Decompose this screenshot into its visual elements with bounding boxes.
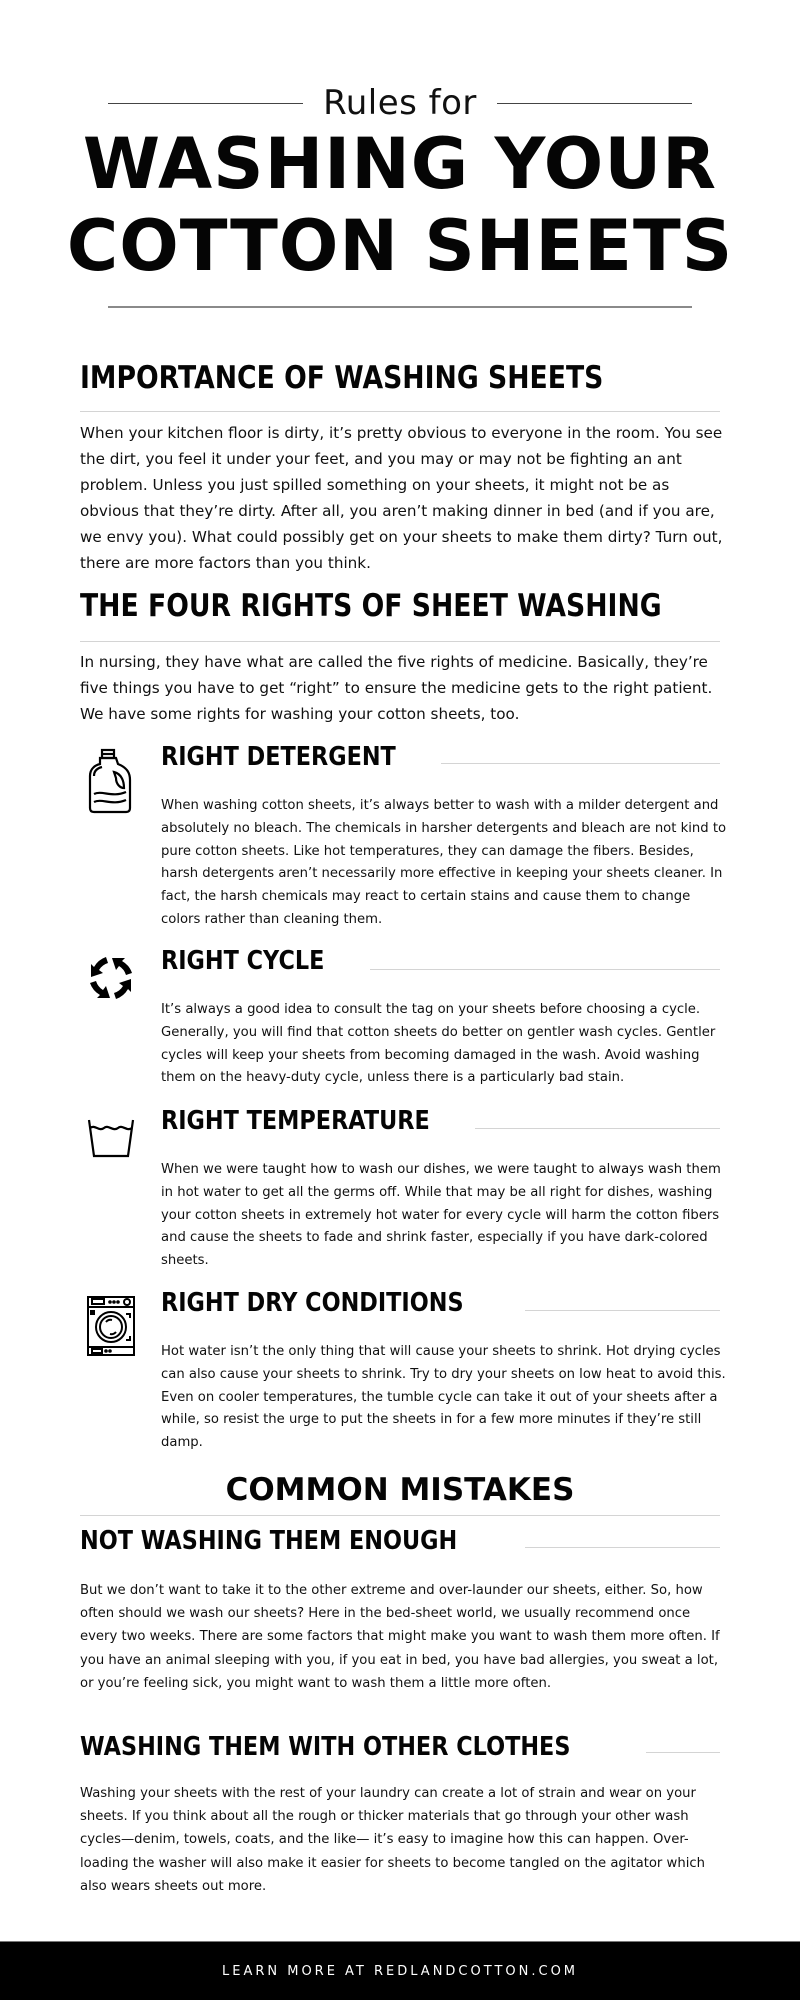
right-dry-conditions-body: Hot water isn’t the only thing that will cause your sheets to shrink. Hot drying cycles can also cause your sheets to shrink. Try to dry your sheets on low heat to avoid this. Even on cooler temperatures, the tumble cycle can take it out of your sheets after a while, so resist the urge to put the sheets in for a few more minutes if they’re still damp. [161,1344,726,1451]
title-right-rule [497,103,692,104]
footer-bar [0,1941,800,2000]
importance-body: When your kitchen floor is dirty, it’s pretty obvious to everyone in the room. You see the dirt, you feel it under your feet, and you may or may not be fighting an ant problem. Unless you just spilled something on your sheets, it might not be as obvious that they’re dirty. After all, you aren’t making dinner in bed (and if you are, we envy you). What could possibly get on your sheets to make them dirty? Turn out, there are more factors than you think. [80,424,723,572]
right-cycle-rule [370,969,720,970]
common-mistakes-heading: COMMON MISTAKES [225,1472,575,1508]
cycle-arrows-icon [86,953,136,1003]
right-cycle-body: It’s always a good idea to consult the tag on your sheets before choosing a cycle. Generally, you will find that cotton sheets do better on gentler wash cycles. Gentler cycles will keep your sheets from becoming damaged in the wash. Avoid washing them on the heavy-duty cycle, unless there is a particularly bad stain. [161,1002,716,1086]
main-title-line-1: WASHING YOUR [82,123,718,205]
wash-tub-icon [86,1118,136,1158]
not-washing-enough-body: But we don’t want to take it to the other extreme and over-launder our sheets, either. So, how often should we wash our sheets? Here in the bed-sheet world, we usually recommend once every two weeks. There are some factors that might make you want to wash them more often. If you have an animal sleeping with you, if you eat in bed, you have bad allergies, you sweat a lot, or you’re feeling sick, you might want to wash them a little more often. [80,1583,720,1691]
title-divider [108,306,692,308]
right-detergent-heading: RIGHT DETERGENT [161,742,396,772]
washing-with-other-clothes-body: Washing your sheets with the rest of your laundry can create a lot of strain and wear on your sheets. If you think about all the rough or thicker materials that go through your other wash cycles—denim, towels, coats, and the like— it’s easy to imagine how this can happen. Over-loading the washer will also make it easier for sheets to become tangled on the agitator which also wears sheets out more. [80,1786,705,1894]
right-dry-conditions-rule [525,1310,720,1311]
four-rights-heading: THE FOUR RIGHTS OF SHEET WASHING [80,588,662,624]
importance-heading: IMPORTANCE OF WASHING SHEETS [80,360,604,396]
common-mistakes-divider [80,1515,720,1516]
four-rights-intro: In nursing, they have what are called the five rights of medicine. Basically, they’re five things you have to get “right” to ensure the medicine gets to the right patient. We have some rights for washing your cotton sheets, too. [80,653,713,723]
right-temperature-heading: RIGHT TEMPERATURE [161,1106,430,1136]
main-title-line-2: COTTON SHEETS [66,205,734,287]
not-washing-enough-rule [525,1547,720,1548]
washing-with-other-clothes-heading: WASHING THEM WITH OTHER CLOTHES [80,1732,571,1762]
washing-with-other-clothes-rule [646,1752,720,1753]
not-washing-enough-heading: NOT WASHING THEM ENOUGH [80,1526,458,1556]
right-temperature-body: When we were taught how to wash our dishes, we were taught to always wash them in hot water to get all the germs off. While that may be all right for dishes, washing your cotton sheets in extremely hot water for every cycle will harm the cotton fibers and cause the sheets to fade and shrink faster, especially if you have dark-colored sheets. [161,1162,721,1269]
detergent-bottle-icon [84,748,136,814]
title-prefix: Rules for [323,83,477,123]
right-cycle-heading: RIGHT CYCLE [161,946,325,976]
right-dry-conditions-heading: RIGHT DRY CONDITIONS [161,1288,464,1318]
footer-learn-more-link[interactable]: LEARN MORE AT REDLANDCOTTON.COM [221,1963,579,1979]
dryer-machine-icon [86,1295,136,1357]
title-left-rule [108,103,303,104]
four-rights-divider [80,641,720,642]
importance-divider [80,411,720,412]
title-prefix-row [108,78,692,128]
right-detergent-rule [441,763,720,764]
right-detergent-body: When washing cotton sheets, it’s always better to wash with a milder detergent and absolutely no bleach. The chemicals in harsher detergents and bleach are not kind to pure cotton sheets. Like hot temperatures, they can damage the fibers. Besides, harsh detergents aren’t necessarily more effective in keeping your sheets cleaner. In fact, the harsh chemicals may react to certain stains and cause them to change colors rather than cleaning them. [161,798,727,927]
right-temperature-rule [475,1128,720,1129]
